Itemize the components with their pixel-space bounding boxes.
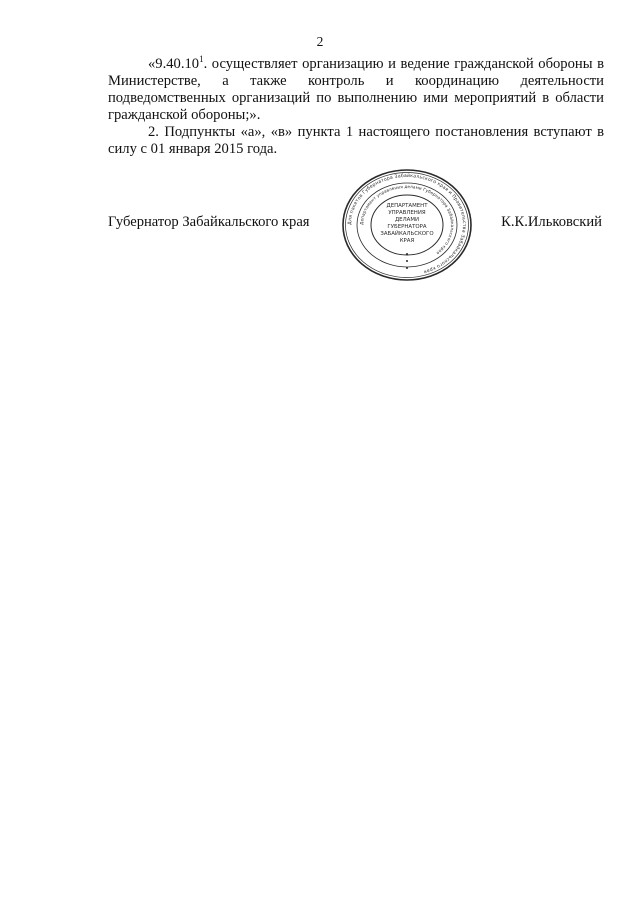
seal-dot-2 xyxy=(406,260,408,262)
page-number: 2 xyxy=(316,34,324,49)
seal-center-line-6: КРАЯ xyxy=(399,238,415,244)
seal-center-line-3: ДЕЛАМИ xyxy=(394,217,420,223)
signatory-title: Губернатор Забайкальского края xyxy=(108,214,310,230)
seal-dot-1 xyxy=(406,253,408,255)
paragraph-1 xyxy=(108,56,604,124)
seal-dot-3 xyxy=(406,267,408,269)
seal-center-line-4: ГУБЕРНАТОРА xyxy=(387,224,427,230)
paragraph-2: 2. Подпункты «а», «в» пункта 1 настоящего постановления вступают в силу с 01 января 2015 года. xyxy=(108,124,604,157)
paragraph-1-prefix: «9.40.10 xyxy=(148,56,200,72)
seal-center-line-2: УПРАВЛЕНИЯ xyxy=(388,210,426,216)
paragraph-1-text: . осуществляет организацию и ведение гражданской обороны в Министерстве, а также контроль и координацию деятельности подведомственных организаций по выполнению ими мероприятий в области гражданской обороны;». xyxy=(108,56,604,123)
official-seal xyxy=(340,168,474,282)
seal-outer-text: Для пакетов Губернатора Забайкальского края и Правительства Забайкальского края xyxy=(347,173,467,274)
signatory-name: К.К.Ильковский xyxy=(501,214,602,230)
seal-inner-text: Департамент управления делами Губернатора Забайкальского края xyxy=(358,183,456,256)
seal-center-line-1: ДЕПАРТАМЕНТ xyxy=(386,203,428,209)
seal-center-line-5: ЗАБАЙКАЛЬСКОГО xyxy=(380,231,434,237)
paragraph-1-superscript: 1 xyxy=(199,54,204,64)
document-body xyxy=(108,56,604,158)
